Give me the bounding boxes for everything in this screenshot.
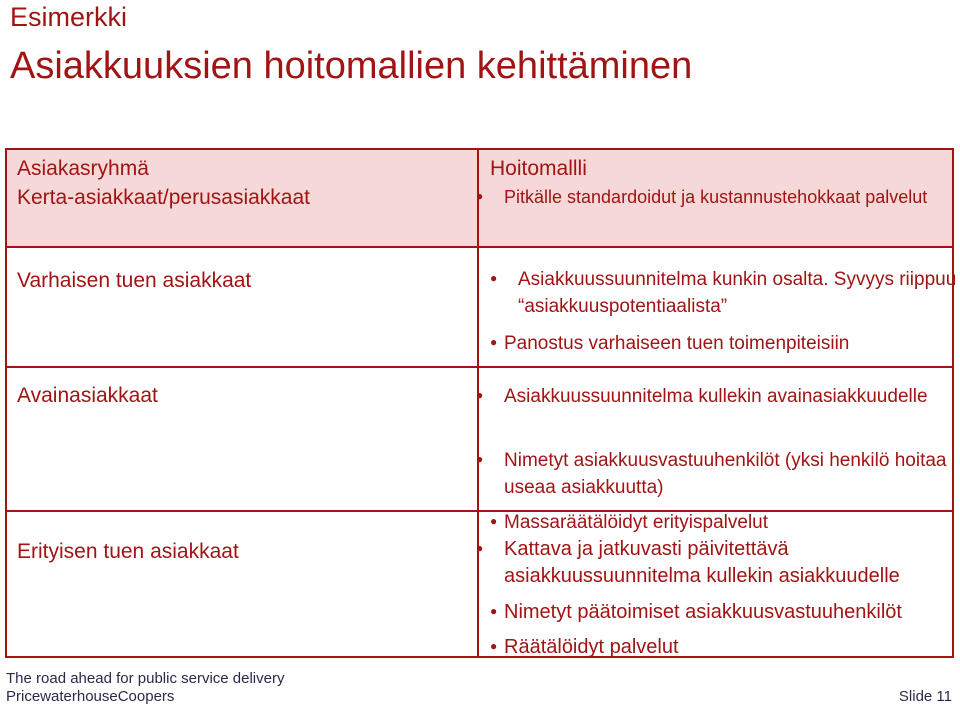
slide-kicker: Esimerkki [10, 2, 128, 32]
footer-caption: The road ahead for public service delivery [6, 670, 285, 687]
row-divider [7, 366, 952, 368]
list-item: ● Pitkälle standardoidut ja kustannustehokkaat palvelut [490, 184, 960, 210]
list-item: ● Nimetyt asiakkuusvastuuhenkilöt (yksi henkilö hoitaa useaa asiakkuutta) [490, 446, 960, 501]
list-item: ● Nimetyt päätoimiset asiakkuusvastuuhenkilöt [490, 598, 950, 626]
bullet-icon: ● [476, 541, 484, 555]
bullet-icon: ● [490, 514, 498, 528]
column-header-group: Asiakasryhmä [17, 157, 149, 180]
list-item: ● Räätälöidyt palvelut [490, 633, 950, 661]
group-key-accounts: Avainasiakkaat [17, 384, 158, 407]
bullet-icon: ● [476, 388, 484, 402]
bullet-icon: ● [490, 271, 498, 285]
slide-title: Asiakkuuksien hoitomallien kehittäminen [10, 45, 693, 87]
list-item: ● Asiakkuussuunnitelma kunkin osalta. Syvyys riippuu “asiakkuuspotentiaalista” [490, 265, 960, 320]
slide-number: Slide 11 [898, 688, 952, 705]
bullet-icon: ● [476, 189, 484, 203]
column-header-model: Hoitomallli [490, 157, 587, 180]
care-model-table [5, 148, 957, 658]
group-basic-customers: Kerta-asiakkaat/perusasiakkaat [17, 186, 310, 209]
footer-company: PricewaterhouseCoopers [6, 688, 175, 705]
list-item: ● Massaräätälöidyt erityispalvelut [490, 508, 950, 536]
group-special-support: Erityisen tuen asiakkaat [17, 540, 239, 563]
list-item: ● Asiakkuussuunnitelma kullekin avainasiakkuudelle [490, 382, 960, 410]
list-item: ● Kattava ja jatkuvasti päivitettävä asiakkuussuunnitelma kullekin asiakkuudelle [490, 535, 960, 590]
bullet-icon: ● [490, 335, 498, 349]
row-divider [7, 246, 952, 248]
bullet-icon: ● [490, 639, 498, 653]
group-early-support: Varhaisen tuen asiakkaat [17, 269, 252, 292]
bullet-icon: ● [490, 604, 498, 618]
bullet-icon: ● [476, 452, 484, 466]
list-item: ● Panostus varhaiseen tuen toimenpiteisiin [490, 329, 950, 357]
